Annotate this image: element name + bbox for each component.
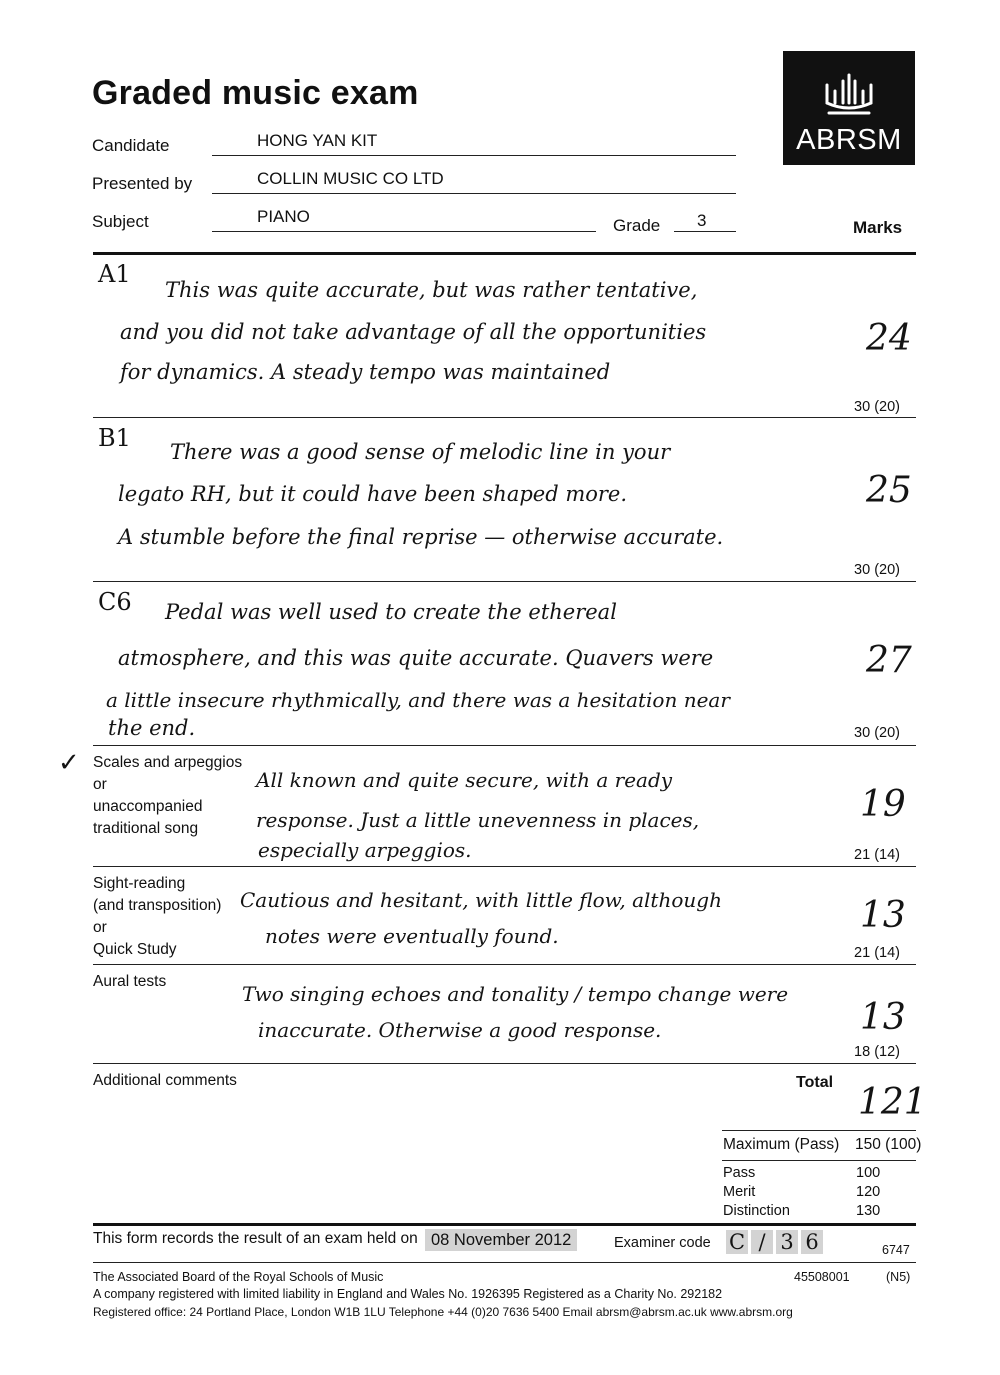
sight-reading-mark: 13 xyxy=(860,895,906,936)
footer-registration: A company registered with limited liability in England and Wales No. 1926395 Registered as a Charity No. 292182 xyxy=(93,1287,723,1301)
aural-comment-line: inaccurate. Otherwise a good response. xyxy=(258,1018,662,1042)
aural-comment-line: Two singing echoes and tonality / tempo change were xyxy=(242,982,789,1006)
piece-a1-comment-line: for dynamics. A steady tempo was maintained xyxy=(120,360,611,384)
piece-c6-comment-line: Pedal was well used to create the ethereal xyxy=(165,600,617,624)
piece-a1-comment-line: and you did not take advantage of all the opportunities xyxy=(120,320,707,344)
candidate-label: Candidate xyxy=(92,136,170,155)
total-divider xyxy=(722,1130,916,1131)
sight-reading-comment-line: notes were eventually found. xyxy=(265,924,559,948)
piece-b1-max: 30 (20) xyxy=(854,562,900,578)
piece-a1-code: A1 xyxy=(98,260,131,288)
section-divider xyxy=(93,866,916,867)
scales-mark: 19 xyxy=(860,784,906,825)
piece-b1-code: B1 xyxy=(98,424,131,452)
candidate-value: HONG YAN KIT xyxy=(257,131,378,150)
presented-by-value: COLLIN MUSIC CO LTD xyxy=(257,169,444,188)
grade-underline xyxy=(674,231,736,232)
maximum-value: 150 (100) xyxy=(855,1136,922,1153)
total-label: Total xyxy=(796,1074,834,1091)
scales-comment-line: All known and quite secure, with a ready xyxy=(256,768,673,792)
pass-label: Pass xyxy=(723,1165,756,1181)
maximum-divider xyxy=(722,1160,916,1161)
form-ref: 6747 xyxy=(882,1243,910,1257)
total-value: 121 xyxy=(858,1082,927,1123)
piece-c6-code: C6 xyxy=(98,588,132,616)
maximum-label: Maximum (Pass) xyxy=(723,1136,840,1153)
header-divider xyxy=(93,252,916,255)
section-divider xyxy=(93,745,916,746)
piece-a1-comment-line: This was quite accurate, but was rather tentative, xyxy=(165,278,698,302)
scales-max: 21 (14) xyxy=(854,847,900,863)
form-code: (N5) xyxy=(886,1270,911,1284)
page-title: Graded music exam xyxy=(92,74,419,112)
piece-a1-max: 30 (20) xyxy=(854,399,900,415)
subject-underline xyxy=(212,231,596,232)
grade-thresholds-labels xyxy=(723,1164,790,1221)
distinction-label: Distinction xyxy=(723,1203,790,1219)
piece-c6-comment-line: atmosphere, and this was quite accurate. Quavers were xyxy=(118,646,714,670)
piece-c6-mark: 27 xyxy=(866,640,912,681)
piece-c6-comment-line: a little insecure rhythmically, and there was a hesitation near xyxy=(106,688,730,712)
footer-address: Registered office: 24 Portland Place, London W1B 1LU Telephone +44 (0)20 7636 5400 Email abrsm@abrsm.ac.uk www.abrsm.org xyxy=(93,1305,793,1319)
exam-date: 08 November 2012 xyxy=(425,1229,577,1251)
grade-thresholds-values xyxy=(856,1164,880,1221)
subject-label: Subject xyxy=(92,212,149,231)
presented-by-label: Presented by xyxy=(92,174,193,193)
piece-c6-max: 30 (20) xyxy=(854,725,900,741)
footer-divider xyxy=(93,1262,916,1263)
piece-c6-comment-line: the end. xyxy=(108,716,196,740)
aural-max: 18 (12) xyxy=(854,1044,900,1060)
crown-icon xyxy=(823,73,875,117)
sight-reading-max: 21 (14) xyxy=(854,945,900,961)
additional-comments-label: Additional comments xyxy=(93,1072,237,1089)
grade-value: 3 xyxy=(697,211,707,230)
examiner-code-char: 3 xyxy=(776,1230,798,1254)
section-divider xyxy=(93,581,916,582)
section-divider xyxy=(93,417,916,418)
logo-text: ABRSM xyxy=(796,124,902,156)
examiner-code-char: / xyxy=(751,1230,773,1254)
piece-b1-comment-line: A stumble before the final reprise — otherwise accurate. xyxy=(118,525,724,549)
merit-value: 120 xyxy=(856,1184,881,1200)
presented-by-underline xyxy=(212,193,736,194)
scales-label: Scales and arpeggios or unaccompanied traditional song xyxy=(93,754,243,837)
footer-organisation: The Associated Board of the Royal Schools of Music xyxy=(93,1270,384,1284)
section-divider xyxy=(93,964,916,965)
piece-b1-mark: 25 xyxy=(866,470,912,511)
piece-b1-comment-line: There was a good sense of melodic line in your xyxy=(170,440,671,464)
form-number: 45508001 xyxy=(794,1270,850,1284)
aural-tests-label: Aural tests xyxy=(93,973,167,990)
grade-label: Grade xyxy=(613,216,661,235)
examiner-code-label: Examiner code xyxy=(614,1235,711,1251)
section-divider xyxy=(93,1063,916,1064)
examiner-code-char: 6 xyxy=(801,1230,823,1254)
sight-reading-comment-line: Cautious and hesitant, with little flow, although xyxy=(240,888,722,912)
record-text: This form records the result of an exam held on xyxy=(93,1230,418,1247)
examiner-code-boxes xyxy=(726,1230,823,1254)
piece-b1-comment-line: legato RH, but it could have been shaped more. xyxy=(118,482,628,506)
sight-reading-label: Sight-reading (and transposition) or Quick Study xyxy=(93,875,222,958)
scales-comment-line: response. Just a little unevenness in places, xyxy=(256,808,700,832)
merit-label: Merit xyxy=(723,1184,756,1200)
subject-value: PIANO xyxy=(257,207,310,226)
candidate-underline xyxy=(212,155,736,156)
examiner-code-char: C xyxy=(726,1230,748,1254)
record-divider xyxy=(93,1223,916,1226)
scales-comment-line: especially arpeggios. xyxy=(258,838,472,862)
aural-mark: 13 xyxy=(860,997,906,1038)
abrsm-logo xyxy=(783,51,915,165)
distinction-value: 130 xyxy=(856,1203,881,1219)
marks-label: Marks xyxy=(853,218,903,237)
checkmark-icon: ✓ xyxy=(58,748,80,778)
pass-value: 100 xyxy=(856,1165,881,1181)
piece-a1-mark: 24 xyxy=(866,318,912,359)
